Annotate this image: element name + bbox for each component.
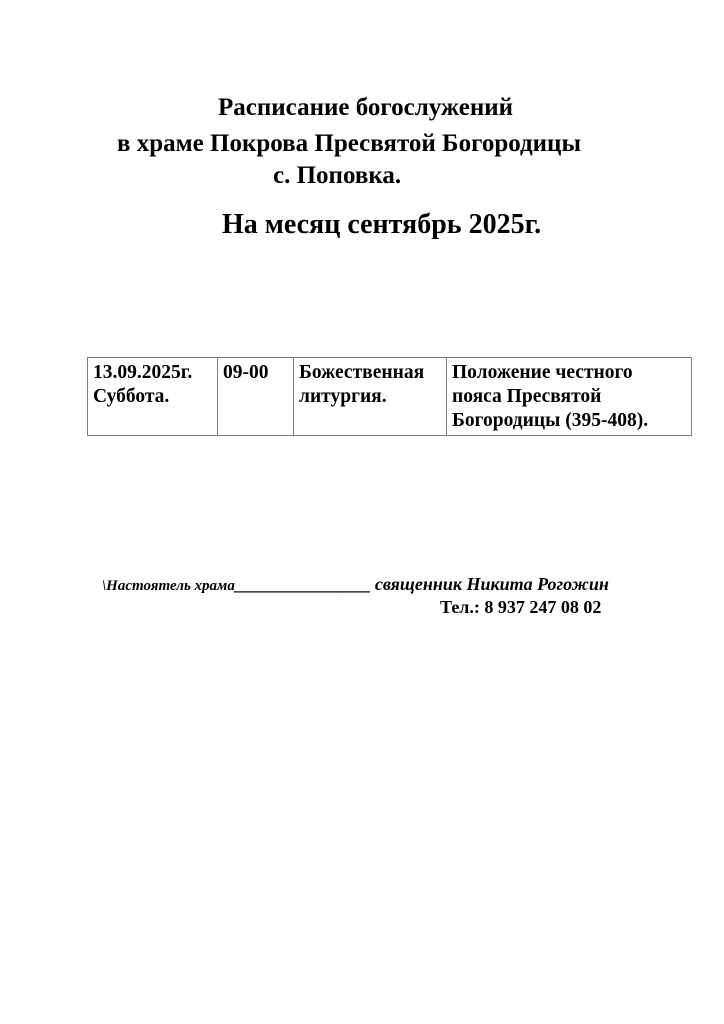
contact-phone: Тел.: 8 937 247 08 02 — [440, 597, 602, 617]
feast-line: Положение честного — [452, 362, 633, 383]
schedule-month: На месяц сентябрь 2025г. — [222, 209, 542, 240]
document-title: Расписание богослужений — [218, 94, 514, 121]
time-cell — [218, 358, 294, 436]
date-cell — [88, 358, 218, 436]
rector-label: \Настоятель храма — [102, 578, 235, 594]
schedule-table — [87, 357, 692, 436]
service-date: 13.09.2025г. — [93, 362, 193, 383]
table-row — [88, 358, 692, 436]
service-time: 09-00 — [223, 362, 269, 383]
service-weekday: Суббота. — [93, 386, 170, 407]
service-cell — [294, 358, 447, 436]
feast-line: Богородицы (395-408). — [452, 410, 649, 431]
signature-blank: ________________ — [234, 575, 371, 594]
service-name-line: Божественная — [299, 362, 425, 383]
signature-line — [102, 574, 609, 595]
feast-line: пояса Пресвятой — [452, 386, 602, 407]
service-name-line: литургия. — [299, 386, 387, 407]
rector-name: священник Никита Рогожин — [374, 574, 609, 594]
feast-cell — [447, 358, 692, 436]
church-name: в храме Покрова Пресвятой Богородицы — [117, 130, 581, 157]
village-name: с. Поповка. — [273, 162, 402, 189]
